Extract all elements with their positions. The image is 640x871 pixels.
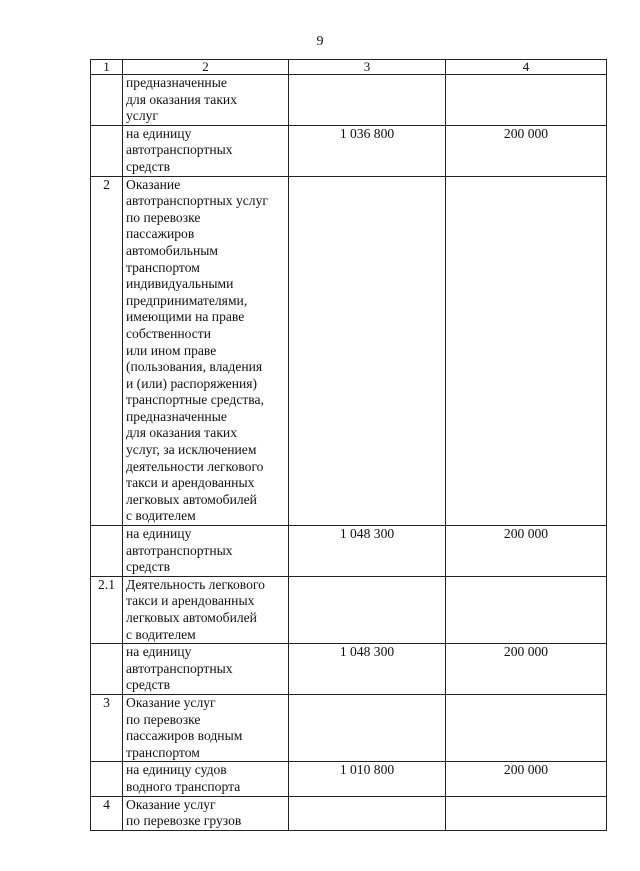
row-value-col3: 1 010 800 [289,762,446,796]
row-value-col4: 200 000 [446,644,607,695]
row-number [91,75,123,126]
row-value-col3: 1 048 300 [289,526,446,577]
row-number: 3 [91,694,123,761]
row-description: Оказание услуг по перевозке пассажиров водным транспортом [123,694,289,761]
row-description: на единицу автотранспортных средств [123,644,289,695]
row-value-col3: 1 048 300 [289,644,446,695]
table-row [91,526,607,577]
page-number: 9 [316,34,324,49]
row-description: Деятельность легкового такси и арендованных легковых автомобилей с водителем [123,576,289,643]
table-row [91,75,607,126]
row-description: Оказание услуг по перевозке грузов [123,796,289,830]
row-number: 2 [91,176,123,525]
table-row [91,796,607,830]
row-description: на единицу автотранспортных средств [123,526,289,577]
row-number [91,125,123,176]
row-value-col3 [289,576,446,643]
table-header-row [91,60,607,75]
header-cell: 2 [123,60,289,75]
table-row [91,576,607,643]
row-number: 2.1 [91,576,123,643]
table-row [91,125,607,176]
header-cell: 1 [91,60,123,75]
row-value-col4 [446,796,607,830]
row-value-col4 [446,576,607,643]
row-number [91,526,123,577]
row-value-col4 [446,694,607,761]
row-value-col4 [446,176,607,525]
table-row [91,644,607,695]
table-row [91,694,607,761]
row-value-col3 [289,176,446,525]
row-number [91,644,123,695]
row-value-col3 [289,75,446,126]
header-cell: 3 [289,60,446,75]
tariff-table [90,59,607,831]
row-value-col3 [289,694,446,761]
row-value-col3 [289,796,446,830]
row-value-col4: 200 000 [446,526,607,577]
row-description: на единицу автотранспортных средств [123,125,289,176]
row-value-col4: 200 000 [446,125,607,176]
row-description: Оказание автотранспортных услуг по перевозке пассажиров автомобильным транспортом индивидуальными предпринимателями, имеющими на праве собственности или ином праве (пользования, владения и (или) распоряжения) транспортные средства, предназначенные для оказания таких услуг, за исключением деятельности легкового такси и арендованных легковых автомобилей с водителем [123,176,289,525]
row-number [91,762,123,796]
header-cell: 4 [446,60,607,75]
table-row [91,176,607,525]
row-description: предназначенные для оказания таких услуг [123,75,289,126]
row-value-col4 [446,75,607,126]
row-description: на единицу судов водного транспорта [123,762,289,796]
row-value-col4: 200 000 [446,762,607,796]
row-number: 4 [91,796,123,830]
table-row [91,762,607,796]
row-value-col3: 1 036 800 [289,125,446,176]
